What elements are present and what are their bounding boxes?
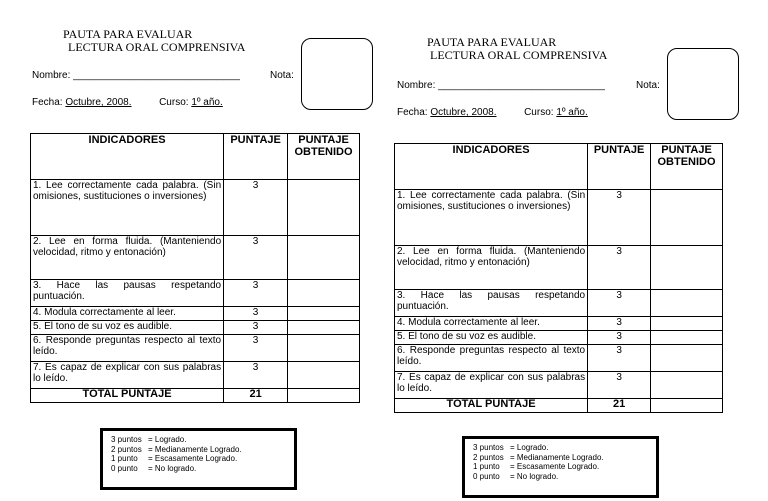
total-value: 21: [224, 389, 288, 403]
obtained-cell[interactable]: [288, 335, 360, 362]
indicator-text: 3. Hace las pausas respetando puntuación.: [31, 280, 224, 307]
header-puntaje-obtenido: PUNTAJE OBTENIDO: [651, 144, 723, 190]
fecha-label: Fecha:: [32, 97, 66, 108]
obtained-cell[interactable]: [288, 180, 360, 236]
indicator-text: 6. Responde preguntas respecto al texto leído.: [395, 345, 588, 372]
obtained-cell[interactable]: [651, 317, 723, 331]
obtained-cell[interactable]: [651, 246, 723, 290]
obtained-cell[interactable]: [288, 280, 360, 307]
header-puntaje: PUNTAJE: [588, 144, 651, 190]
header-indicadores: INDICADORES: [395, 144, 588, 190]
indicator-points: 3: [224, 335, 288, 362]
indicator-points: 3: [224, 321, 288, 335]
obtained-cell[interactable]: [651, 372, 723, 399]
total-label: TOTAL PUNTAJE: [31, 389, 224, 403]
indicator-text: 7. Es capaz de explicar con sus palabras lo leído.: [31, 362, 224, 389]
indicator-text: 1. Lee correctamente cada palabra. (Sin omisiones, sustituciones o inversiones): [395, 190, 588, 246]
title-line-2: LECTURA ORAL COMPRENSIVA: [430, 48, 608, 62]
indicator-points: 3: [588, 190, 651, 246]
indicator-points: 3: [588, 372, 651, 399]
total-label: TOTAL PUNTAJE: [395, 399, 588, 413]
indicator-text: 6. Responde preguntas respecto al texto leído.: [31, 335, 224, 362]
scoring-legend: [100, 428, 297, 490]
fecha-value: Octubre, 2008.: [65, 97, 132, 108]
indicator-text: 5. El tono de su voz es audible.: [395, 331, 588, 345]
obtained-cell[interactable]: [651, 290, 723, 317]
total-obtained-cell[interactable]: [288, 389, 360, 403]
indicator-points: 3: [224, 280, 288, 307]
indicator-points: 3: [588, 290, 651, 317]
legend-row: 2 puntos = Medianamente Logrado.: [473, 452, 604, 462]
indicators-table: [30, 133, 360, 403]
indicator-points: 3: [588, 246, 651, 290]
obtained-cell[interactable]: [288, 321, 360, 335]
title-line-1: PAUTA PARA EVALUAR: [427, 35, 557, 49]
indicator-points: 3: [224, 236, 288, 280]
legend-row: 1 punto = Escasamente Logrado.: [473, 462, 600, 471]
curso-value: 1º año.: [556, 107, 588, 118]
nombre-field: Nombre: ______________________________: [397, 80, 605, 91]
fecha-label: Fecha:: [397, 107, 431, 118]
indicator-points: 3: [224, 180, 288, 236]
title-line-2: LECTURA ORAL COMPRENSIVA: [68, 40, 246, 54]
header-puntaje: PUNTAJE: [224, 134, 288, 180]
legend-row: 1 punto = Escasamente Logrado.: [111, 454, 238, 463]
legend-row: 0 punto = No logrado.: [111, 463, 197, 473]
scoring-legend: [462, 436, 659, 498]
indicator-text: 2. Lee en forma fluida. (Manteniendo velocidad, ritmo y entonación): [395, 246, 588, 290]
curso-label: Curso:: [159, 97, 192, 108]
indicator-text: 3. Hace las pausas respetando puntuación.: [395, 290, 588, 317]
obtained-cell[interactable]: [651, 331, 723, 345]
obtained-cell[interactable]: [288, 236, 360, 280]
legend-row: 0 punto = No logrado.: [473, 471, 559, 481]
obtained-cell[interactable]: [651, 345, 723, 372]
total-value: 21: [588, 399, 651, 413]
header-puntaje-obtenido: PUNTAJE OBTENIDO: [288, 134, 360, 180]
fecha-curso-line: [32, 97, 223, 109]
obtained-cell[interactable]: [288, 362, 360, 389]
legend-row: 2 puntos = Medianamente Logrado.: [111, 444, 242, 454]
nombre-field: Nombre: ______________________________: [32, 70, 240, 81]
indicator-points: 3: [588, 317, 651, 331]
obtained-cell[interactable]: [651, 190, 723, 246]
indicator-text: 4. Modula correctamente al leer.: [31, 307, 224, 321]
evaluation-sheet-right: [384, 0, 768, 501]
indicator-points: 3: [588, 331, 651, 345]
obtained-cell[interactable]: [288, 307, 360, 321]
nota-label: Nota:: [270, 70, 294, 81]
indicator-points: 3: [224, 307, 288, 321]
indicator-text: 5. El tono de su voz es audible.: [31, 321, 224, 335]
curso-label: Curso:: [524, 107, 557, 118]
indicator-points: 3: [588, 345, 651, 372]
indicator-text: 2. Lee en forma fluida. (Manteniendo velocidad, ritmo y entonación): [31, 236, 224, 280]
title-line-1: PAUTA PARA EVALUAR: [63, 27, 193, 41]
legend-row: 3 puntos = Logrado.: [111, 435, 187, 444]
nota-box: [667, 48, 739, 120]
fecha-value: Octubre, 2008.: [430, 107, 497, 118]
fecha-curso-line: [397, 107, 588, 119]
header-indicadores: INDICADORES: [31, 134, 224, 180]
legend-row: 3 puntos = Logrado.: [473, 443, 549, 452]
indicator-text: 4. Modula correctamente al leer.: [395, 317, 588, 331]
total-obtained-cell[interactable]: [651, 399, 723, 413]
indicator-text: 1. Lee correctamente cada palabra. (Sin omisiones, sustituciones o inversiones): [31, 180, 224, 236]
nota-label: Nota:: [636, 80, 660, 91]
indicator-text: 7. Es capaz de explicar con sus palabras lo leído.: [395, 372, 588, 399]
curso-value: 1º año.: [191, 97, 223, 108]
nota-box: [301, 38, 373, 110]
indicators-table: [394, 143, 723, 413]
indicator-points: 3: [224, 362, 288, 389]
